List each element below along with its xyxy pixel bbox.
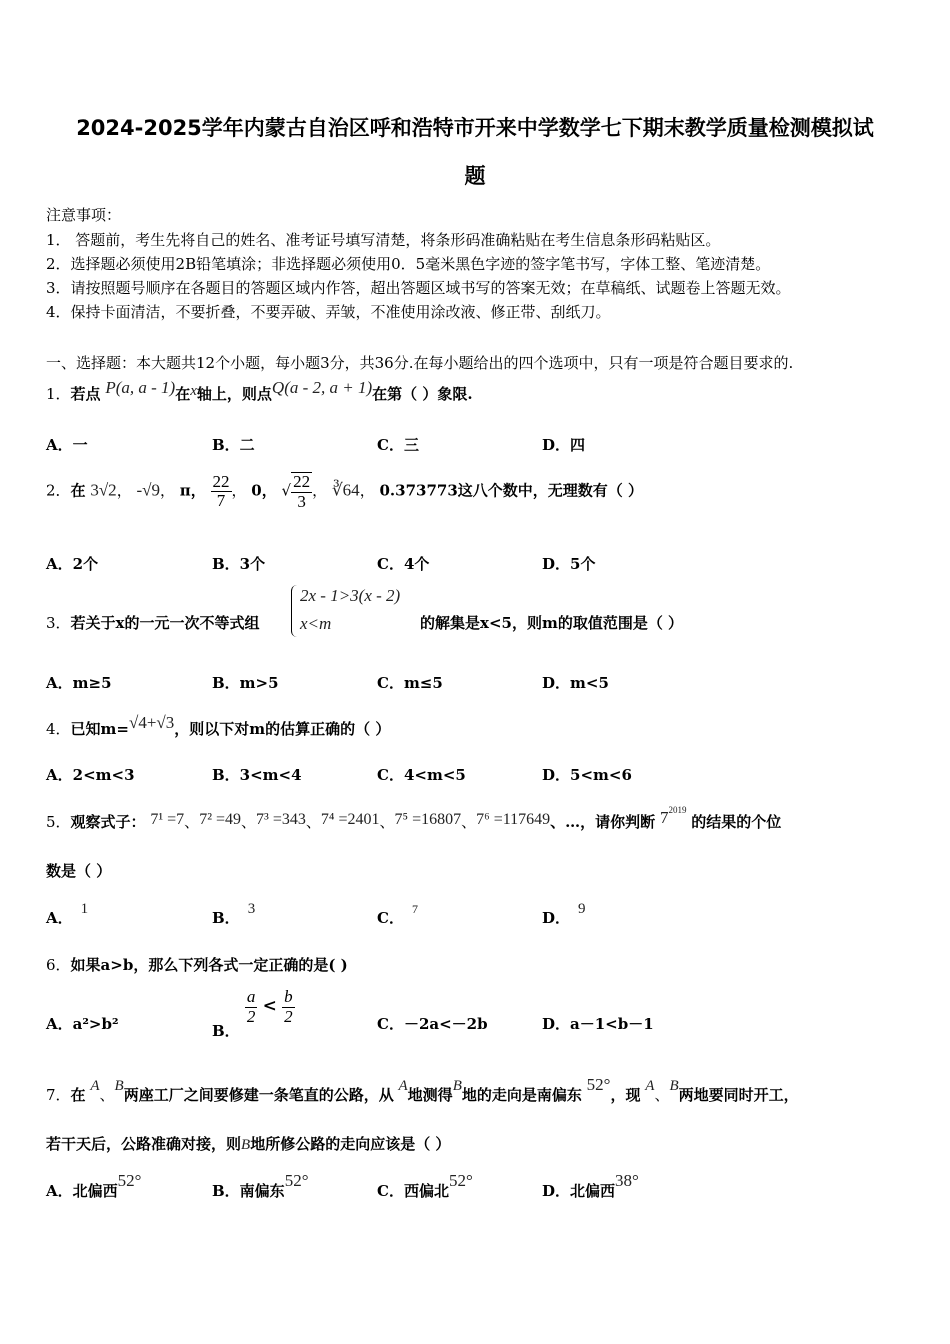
notice-item: 4．保持卡面清洁，不要折叠，不要弄破、弄皱，不准使用涂改液、修正带、刮纸刀。: [46, 303, 611, 321]
point-p: P(a, a - 1): [105, 378, 176, 397]
option-c[interactable]: C．4<m<5: [377, 766, 466, 784]
page-title-continued: 题: [464, 164, 486, 188]
sqrt-fraction-22-3: $\frac{22}{3}$: [293, 472, 311, 511]
question-7: 7．在 A、B两座工厂之间要修建一条笔直的公路，从 A地测得B地的走向是南偏东 52°，现 A、B两地要同时开工，: [46, 1075, 799, 1104]
option-d[interactable]: D．北偏西38°: [542, 1171, 639, 1200]
notice-heading: 注意事项：: [46, 206, 122, 224]
option-c[interactable]: C．西偏北52°: [377, 1171, 473, 1200]
option-b[interactable]: B． 3: [212, 901, 256, 927]
section-heading: 一、选择题：本大题共12个小题，每小题3分，共36分.在每小题给出的四个选项中，只有一项是符合题目要求的.: [46, 354, 794, 372]
option-d[interactable]: D． 9: [542, 901, 586, 927]
option-a[interactable]: A．2个: [46, 555, 99, 573]
option-c[interactable]: C． $^7$: [377, 902, 418, 927]
question-5-continued: 数是（ ）: [46, 862, 112, 880]
option-a[interactable]: A．北偏西52°: [46, 1171, 142, 1200]
question-3-tail: 的解集是x<5，则m的取值范围是（ ）: [420, 614, 684, 632]
inequality-2: x<m: [300, 614, 332, 633]
option-a[interactable]: A．a²>b²: [46, 1015, 119, 1033]
question-1: 1．若点 P(a, a - 1)在x轴上，则点Q(a - 2, a + 1)在第（ ）象限.: [46, 378, 473, 403]
option-d[interactable]: D．5<m<6: [542, 766, 632, 784]
option-b[interactable]: B．m>5: [212, 674, 279, 692]
option-b[interactable]: B．3<m<4: [212, 766, 302, 784]
inequality-1: 2x - 1>3(x - 2): [300, 586, 401, 605]
option-c[interactable]: C．－2a<－2b: [377, 1015, 488, 1033]
option-b[interactable]: B． $\frac{a}{2}$ < $\frac{b}{2}$: [212, 987, 293, 1041]
notice-item: 3．请按照题号顺序在各题目的答题区域内作答，超出答题区域书写的答案无效；在草稿纸、试题卷上答题无效。: [46, 279, 791, 297]
option-d[interactable]: D．四: [542, 436, 586, 454]
point-q: Q(a - 2, a + 1): [271, 378, 373, 397]
question-2: 2．在 3√2， -√9， π， $\frac{22}{7}$ ， 0， √ $\frac{22}{3}$ ， ∛64， 0.373773这八个数中，无理数有（ ）: [46, 471, 643, 511]
option-d[interactable]: D．m<5: [542, 674, 609, 692]
question-number: 6．: [46, 956, 71, 974]
option-b[interactable]: B．3个: [212, 555, 266, 573]
option-b[interactable]: B．二: [212, 436, 255, 454]
question-number: 2．: [46, 481, 71, 500]
option-a[interactable]: A． 1: [46, 901, 89, 927]
question-number: 3．: [46, 614, 71, 632]
option-d[interactable]: D．a－1<b－1: [542, 1015, 654, 1033]
question-5: 5．观察式子： 7¹ =7、7² =49、7³ =343、7⁴ =2401、7⁵ =16807、7⁶ =117649、…，请你判断 $7^{2019}$ 的结果的个位: [46, 805, 782, 831]
question-7-continued: 若干天后，公路准确对接，则B地所修公路的走向应该是（ ）: [46, 1135, 451, 1153]
question-number: 5．: [46, 813, 71, 831]
notice-item: 2．选择题必须使用2B铅笔填涂；非选择题必须使用0．5毫米黑色字迹的签字笔书写，字体工整、笔迹清楚。: [46, 255, 771, 273]
option-a[interactable]: A．m≥5: [46, 674, 112, 692]
question-number: 4．: [46, 720, 71, 738]
question-3: 3．若关于x的一元一次不等式组: [46, 614, 260, 632]
fraction-b-2: $\frac{b}{2}$: [284, 987, 293, 1026]
option-d[interactable]: D．5个: [542, 555, 596, 573]
m-expression: √4+√3: [129, 713, 175, 732]
option-c[interactable]: C．m≤5: [377, 674, 443, 692]
question-number: 7．: [46, 1086, 71, 1104]
question-number: 1．: [46, 385, 71, 403]
question-6: 6．如果a>b，那么下列各式一定正确的是( ): [46, 956, 348, 974]
question-4: 4．已知m=√4+√3，则以下对m的估算正确的（ ）: [46, 713, 391, 738]
notice-item: 1． 答题前，考生先将自己的姓名、准考证号填写清楚，将条形码准确粘贴在考生信息条形码粘贴区。: [46, 231, 721, 249]
fraction-22-7: $\frac{22}{7}$: [212, 471, 230, 511]
fraction-a-2: $\frac{a}{2}$: [246, 987, 256, 1026]
option-a[interactable]: A．一: [46, 436, 88, 454]
option-c[interactable]: C．4个: [377, 555, 430, 573]
option-b[interactable]: B．南偏东52°: [212, 1171, 309, 1200]
option-c[interactable]: C．三: [377, 436, 419, 454]
page-title: 2024-2025学年内蒙古自治区呼和浩特市开来中学数学七下期末教学质量检测模拟试: [76, 116, 874, 140]
option-a[interactable]: A．2<m<3: [46, 766, 135, 784]
